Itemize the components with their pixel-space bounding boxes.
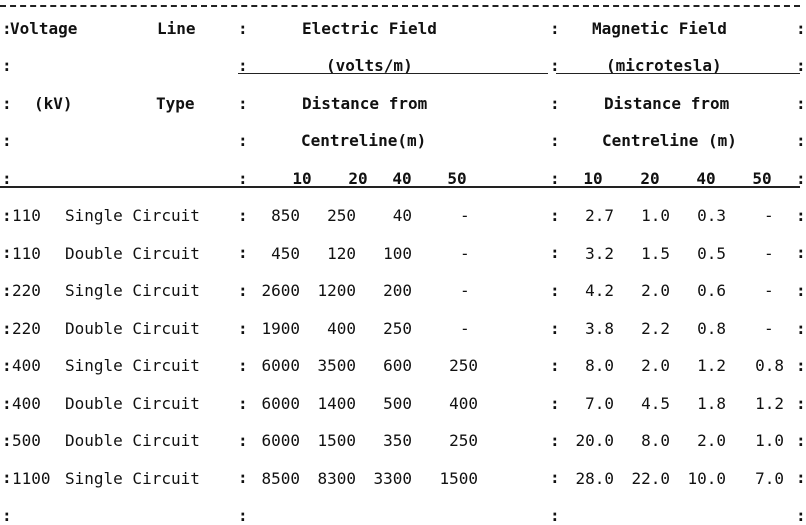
cell-line-type: Double Circuit [65,244,200,263]
column-separator-mark: : [2,169,12,188]
cell-electric-value: - [460,244,470,263]
cell-magnetic-value: 2.0 [641,281,670,300]
column-separator-mark: : [238,468,248,487]
cell-magnetic-value: 2.2 [641,319,670,338]
cell-electric-value: 250 [383,319,412,338]
cell-electric-value: 6000 [261,431,300,450]
column-separator-mark: : [2,19,12,38]
cell-magnetic-value: 3.8 [585,319,614,338]
column-separator-mark: : [238,394,248,413]
column-separator-mark: : [550,56,560,75]
column-separator-mark: : [238,19,248,38]
column-separator-mark: : [238,56,248,75]
column-separator-mark: : [550,394,560,413]
cell-magnetic-value: - [764,281,774,300]
header-line: Line [157,19,196,38]
column-separator-mark: : [2,281,12,300]
cell-magnetic-value: 2.7 [585,206,614,225]
cell-line-type: Single Circuit [65,356,200,375]
cell-electric-value: 400 [327,319,356,338]
distance-header: 10 [292,169,312,188]
cell-magnetic-value: 8.0 [585,356,614,375]
column-separator-mark: : [796,319,806,338]
cell-magnetic-value: 0.8 [697,319,726,338]
cell-electric-value: 250 [327,206,356,225]
cell-electric-value: 3500 [317,356,356,375]
header-rule [0,186,800,188]
cell-electric-value: 100 [383,244,412,263]
cell-electric-value: 600 [383,356,412,375]
column-separator-mark: : [238,131,248,150]
column-separator-mark: : [796,506,806,525]
header-voltage: Voltage [10,19,78,38]
header-line-type: Type [156,94,195,113]
column-separator-mark: : [238,243,248,262]
header-electric-title: Electric Field [302,19,437,38]
column-separator-mark: : [796,94,806,113]
cell-magnetic-value: 8.0 [641,431,670,450]
cell-electric-value: 450 [271,244,300,263]
column-separator-mark: : [550,506,560,525]
column-separator-mark: : [550,319,560,338]
header-electric-unit: (volts/m) [326,56,413,75]
cell-voltage: 110 [12,206,41,225]
header-magnetic-unit: (microtesla) [606,56,722,75]
distance-header: 50 [752,169,772,188]
column-separator-mark: : [550,468,560,487]
column-separator-mark: : [2,206,12,225]
unit-underline-magnetic [556,73,800,74]
cell-electric-value: 6000 [261,394,300,413]
column-separator-mark: : [550,243,560,262]
column-separator-mark: : [238,206,248,225]
column-separator-mark: : [550,281,560,300]
column-separator-mark: : [238,94,248,113]
column-separator-mark: : [796,169,806,188]
cell-magnetic-value: 4.5 [641,394,670,413]
cell-electric-value: 120 [327,244,356,263]
cell-magnetic-value: 7.0 [585,394,614,413]
cell-line-type: Single Circuit [65,206,200,225]
column-separator-mark: : [796,468,806,487]
column-separator-mark: : [796,394,806,413]
column-separator-mark: : [238,506,248,525]
column-separator-mark: : [796,56,806,75]
cell-voltage: 400 [12,356,41,375]
cell-electric-value: - [460,206,470,225]
header-electric-distance: Distance from [302,94,428,113]
column-separator-mark: : [2,243,12,262]
cell-electric-value: 1400 [317,394,356,413]
cell-magnetic-value: 1.2 [755,394,784,413]
cell-electric-value: 8300 [317,469,356,488]
cell-magnetic-value: 0.8 [755,356,784,375]
cell-electric-value: - [460,319,470,338]
cell-electric-value: 6000 [261,356,300,375]
cell-magnetic-value: - [764,244,774,263]
header-voltage-unit: (kV) [34,94,73,113]
cell-magnetic-value: 10.0 [687,469,726,488]
column-separator-mark: : [2,431,12,450]
cell-magnetic-value: 1.5 [641,244,670,263]
cell-magnetic-value: 0.5 [697,244,726,263]
cell-electric-value: 200 [383,281,412,300]
column-separator-mark: : [550,94,560,113]
cell-magnetic-value: 20.0 [575,431,614,450]
distance-header: 40 [392,169,412,188]
column-separator-mark: : [550,169,560,188]
column-separator-mark: : [2,468,12,487]
cell-voltage: 500 [12,431,41,450]
cell-line-type: Single Circuit [65,281,200,300]
cell-magnetic-value: 0.3 [697,206,726,225]
cell-electric-value: 500 [383,394,412,413]
cell-electric-value: 1200 [317,281,356,300]
cell-magnetic-value: 1.8 [697,394,726,413]
header-magnetic-title: Magnetic Field [592,19,727,38]
cell-magnetic-value: 3.2 [585,244,614,263]
column-separator-mark: : [796,281,806,300]
column-separator-mark: : [550,356,560,375]
column-separator-mark: : [796,131,806,150]
cell-electric-value: 350 [383,431,412,450]
column-separator-mark: : [238,319,248,338]
column-separator-mark: : [2,131,12,150]
cell-voltage: 400 [12,394,41,413]
column-separator-mark: : [550,431,560,450]
cell-electric-value: 400 [449,394,478,413]
column-separator-mark: : [796,243,806,262]
cell-magnetic-value: 2.0 [697,431,726,450]
cell-voltage: 220 [12,281,41,300]
column-separator-mark: : [550,131,560,150]
cell-electric-value: 1500 [317,431,356,450]
header-magnetic-centreline: Centreline (m) [602,131,737,150]
column-separator-mark: : [796,431,806,450]
column-separator-mark: : [238,169,248,188]
column-separator-mark: : [550,19,560,38]
column-separator-mark: : [796,206,806,225]
cell-electric-value: 1500 [439,469,478,488]
cell-electric-value: 8500 [261,469,300,488]
column-separator-mark: : [796,356,806,375]
header-electric-centreline: Centreline(m) [301,131,427,150]
cell-magnetic-value: 4.2 [585,281,614,300]
cell-voltage: 110 [12,244,41,263]
column-separator-mark: : [2,94,12,113]
column-separator-mark: : [796,19,806,38]
cell-magnetic-value: 1.2 [697,356,726,375]
cell-electric-value: 250 [449,431,478,450]
cell-magnetic-value: - [764,319,774,338]
cell-electric-value: 250 [449,356,478,375]
column-separator-mark: : [238,281,248,300]
column-separator-mark: : [238,431,248,450]
cell-magnetic-value: 2.0 [641,356,670,375]
cell-magnetic-value: 22.0 [631,469,670,488]
top-rule [0,5,800,7]
cell-electric-value: 2600 [261,281,300,300]
cell-line-type: Double Circuit [65,319,200,338]
column-separator-mark: : [2,319,12,338]
column-separator-mark: : [2,56,12,75]
cell-magnetic-value: 1.0 [641,206,670,225]
cell-electric-value: 850 [271,206,300,225]
distance-header: 20 [348,169,368,188]
distance-header: 50 [447,169,467,188]
distance-header: 10 [583,169,603,188]
column-separator-mark: : [2,356,12,375]
cell-electric-value: 40 [392,206,412,225]
column-separator-mark: : [238,356,248,375]
distance-header: 40 [696,169,716,188]
cell-voltage: 1100 [12,469,51,488]
cell-magnetic-value: 7.0 [755,469,784,488]
column-separator-mark: : [550,206,560,225]
cell-magnetic-value: 0.6 [697,281,726,300]
cell-magnetic-value: 28.0 [575,469,614,488]
cell-line-type: Double Circuit [65,431,200,450]
cell-line-type: Single Circuit [65,469,200,488]
cell-line-type: Double Circuit [65,394,200,413]
header-magnetic-distance: Distance from [604,94,730,113]
unit-underline-electric [238,73,548,74]
column-separator-mark: : [2,394,12,413]
cell-electric-value: 3300 [373,469,412,488]
cell-magnetic-value: - [764,206,774,225]
distance-header: 20 [640,169,660,188]
column-separator-mark: : [2,506,12,525]
cell-electric-value: - [460,281,470,300]
cell-magnetic-value: 1.0 [755,431,784,450]
cell-voltage: 220 [12,319,41,338]
cell-electric-value: 1900 [261,319,300,338]
